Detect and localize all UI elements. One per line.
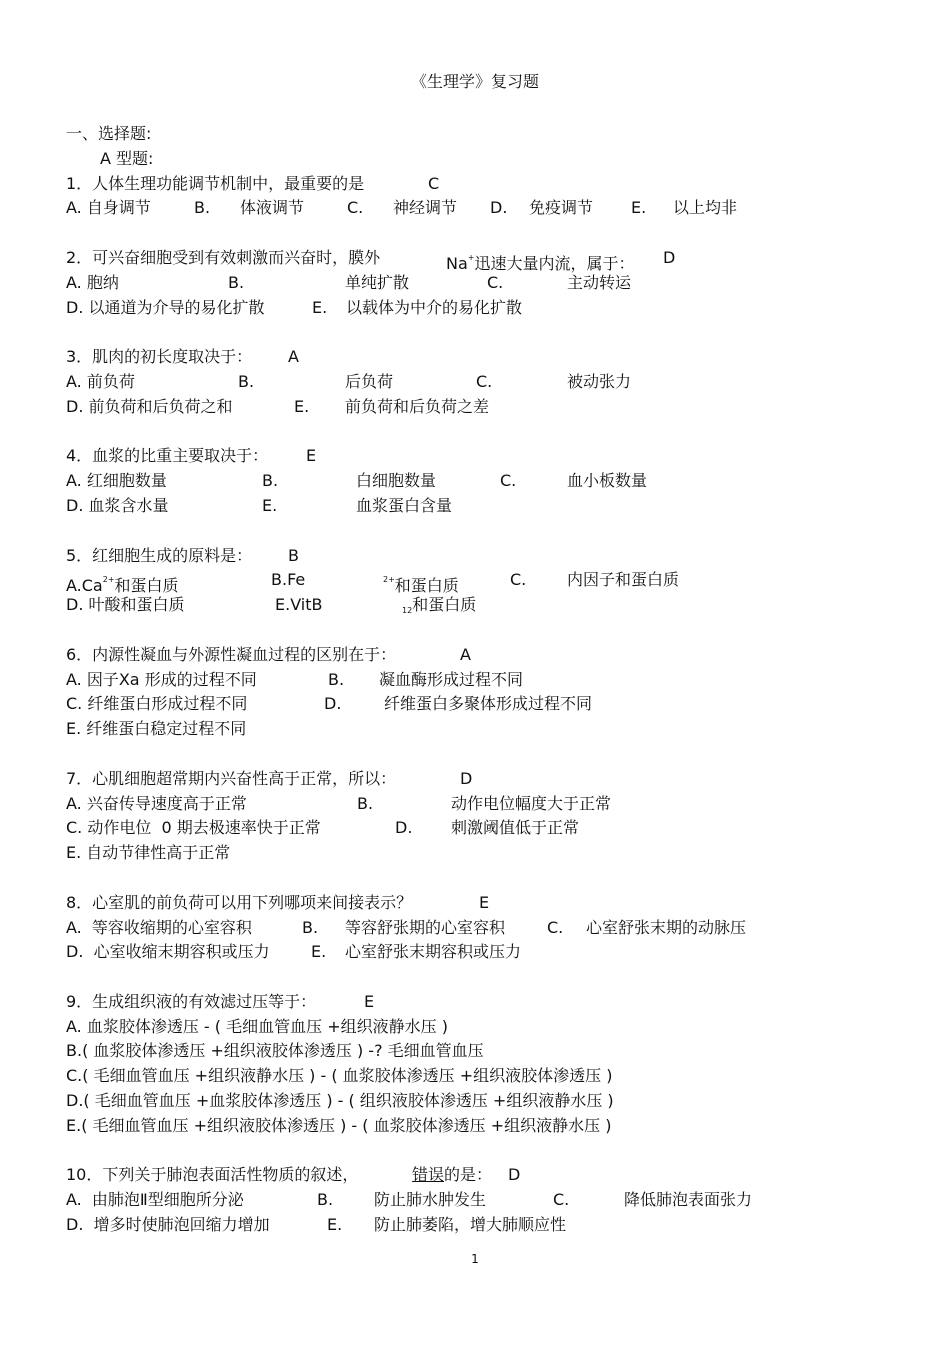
question-6-option-e: E. 纤维蛋白稳定过程不同 <box>66 719 247 739</box>
question-4-answer: E <box>306 446 317 466</box>
section-heading: 一、选择题: <box>66 124 152 143</box>
subsection-heading: A 型题: <box>100 148 154 168</box>
question-9-option-b: B.( 血浆胶体渗透压 +组织液胶体渗透压 ) -? 毛细血管血压 <box>66 1041 484 1061</box>
question-5-answer: B <box>288 545 299 565</box>
question-6-answer: A <box>460 644 471 664</box>
question-6-stem: 6．内源性凝血与外源性凝血过程的区别在于： A <box>66 643 886 668</box>
question-9-stem: 9．生成组织液的有效滤过压等于： E <box>66 990 886 1015</box>
question-7-options-c-d: C. 动作电位 0 期去极速率快于正常 D. 刺激阈值低于正常 <box>66 818 580 838</box>
question-list <box>66 122 886 1238</box>
question-7-stem: 7．心肌细胞超常期内兴奋性高于正常，所以： D <box>66 767 886 792</box>
question-2-options-d-e: D. 以通道为介导的易化扩散 E. 以载体为中介的易化扩散 <box>66 297 523 317</box>
question-9-option-a: A. 血浆胶体渗透压 - ( 毛细血管血压 +组织液静水压 ) <box>66 1016 448 1036</box>
question-4-options-a-c: A. 红细胞数量 B. 白细胞数量 C. 血小板数量 <box>66 471 648 491</box>
question-7-option-e: E. 自动节律性高于正常 <box>66 843 231 863</box>
question-6-options-c-d: C. 纤维蛋白形成过程不同 D. 纤维蛋白多聚体形成过程不同 <box>66 694 593 714</box>
question-1-stem: 1．人体生理功能调节机制中，最重要的是 C <box>66 172 886 197</box>
question-3-options-d-e: D. 前负荷和后负荷之和 E. 前负荷和后负荷之差 <box>66 396 490 416</box>
question-5-options-d-e: D. 叶酸和蛋白质 E.VitB $_{12}$和蛋白质 <box>66 595 477 616</box>
question-10-options-a-c: A. 由肺泡Ⅱ型细胞所分泌 B. 防止肺水肿发生 C. 降低肺泡表面张力 <box>66 1190 753 1210</box>
question-4-options-d-e: D. 血浆含水量 E. 血浆蛋白含量 <box>66 495 453 515</box>
question-2-answer: D <box>663 247 676 267</box>
question-3-answer: A <box>288 347 299 367</box>
question-5-options-a-c: $A.Ca^{2+}$和蛋白质 B.Fe $^{2+}$和蛋白质 C. 内因子和蛋白质 <box>66 570 680 596</box>
question-1-answer: C <box>428 173 440 193</box>
question-2-stem: 2．可兴奋细胞受到有效刺激而兴奋时，膜外 Na+迅速大量内流，属于： D <box>66 247 676 273</box>
question-9-option-e: E.( 毛细血管血压 +组织液胶体渗透压 ) - ( 血浆胶体渗透压 +组织液静水压 ) <box>66 1115 612 1135</box>
question-9-option-c: C.( 毛细血管血压 +组织液静水压 ) - ( 血浆胶体渗透压 +组织液胶体渗透压 ) <box>66 1066 613 1086</box>
question-10-stem: 10．下列关于肺泡表面活性物质的叙述， 错误的是： D <box>66 1163 886 1188</box>
question-10-answer: D <box>508 1165 521 1185</box>
question-8-options-a-c: A. 等容收缩期的心室容积 B. 等容舒张期的心室容积 C. 心室舒张末期的动脉压 <box>66 917 747 937</box>
question-2-options-a-c: A. 胞纳 B. 单纯扩散 C. 主动转运 <box>66 272 632 292</box>
question-4-stem: 4．血浆的比重主要取决于： E <box>66 444 886 469</box>
question-9-option-d: D.( 毛细血管血压 +血浆胶体渗透压 ) - ( 组织液胶体渗透压 +组织液静水压 ) <box>66 1091 614 1111</box>
question-8-answer: E <box>479 892 490 912</box>
question-8-options-d-e: D. 心室收缩末期容积或压力 E. 心室舒张末期容积或压力 <box>66 942 522 962</box>
question-3-options-a-c: A. 前负荷 B. 后负荷 C. 被动张力 <box>66 371 632 391</box>
question-10-options-d-e: D. 增多时使肺泡回缩力增加 E. 防止肺萎陷，增大肺顺应性 <box>66 1215 567 1235</box>
question-9-answer: E <box>364 991 375 1011</box>
question-1-options: A. 自身调节 B. 体液调节 C. 神经调节 D. 免疫调节 E. 以上均非 <box>66 198 738 218</box>
question-7-options-a-b: A. 兴奋传导速度高于正常 B. 动作电位幅度大于正常 <box>66 793 612 813</box>
question-5-stem: 5．红细胞生成的原料是： B <box>66 544 886 569</box>
page-number: 1 <box>471 1252 479 1266</box>
question-3-stem: 3．肌肉的初长度取决于： A <box>66 345 886 370</box>
question-7-answer: D <box>460 768 473 788</box>
question-8-stem: 8．心室肌的前负荷可以用下列哪项来间接表示？ E <box>66 891 886 916</box>
question-6-options-a-b: A. 因子Ⅹa 形成的过程不同 B. 凝血酶形成过程不同 <box>66 669 524 689</box>
document-title: 《生理学》复习题 <box>410 72 539 91</box>
